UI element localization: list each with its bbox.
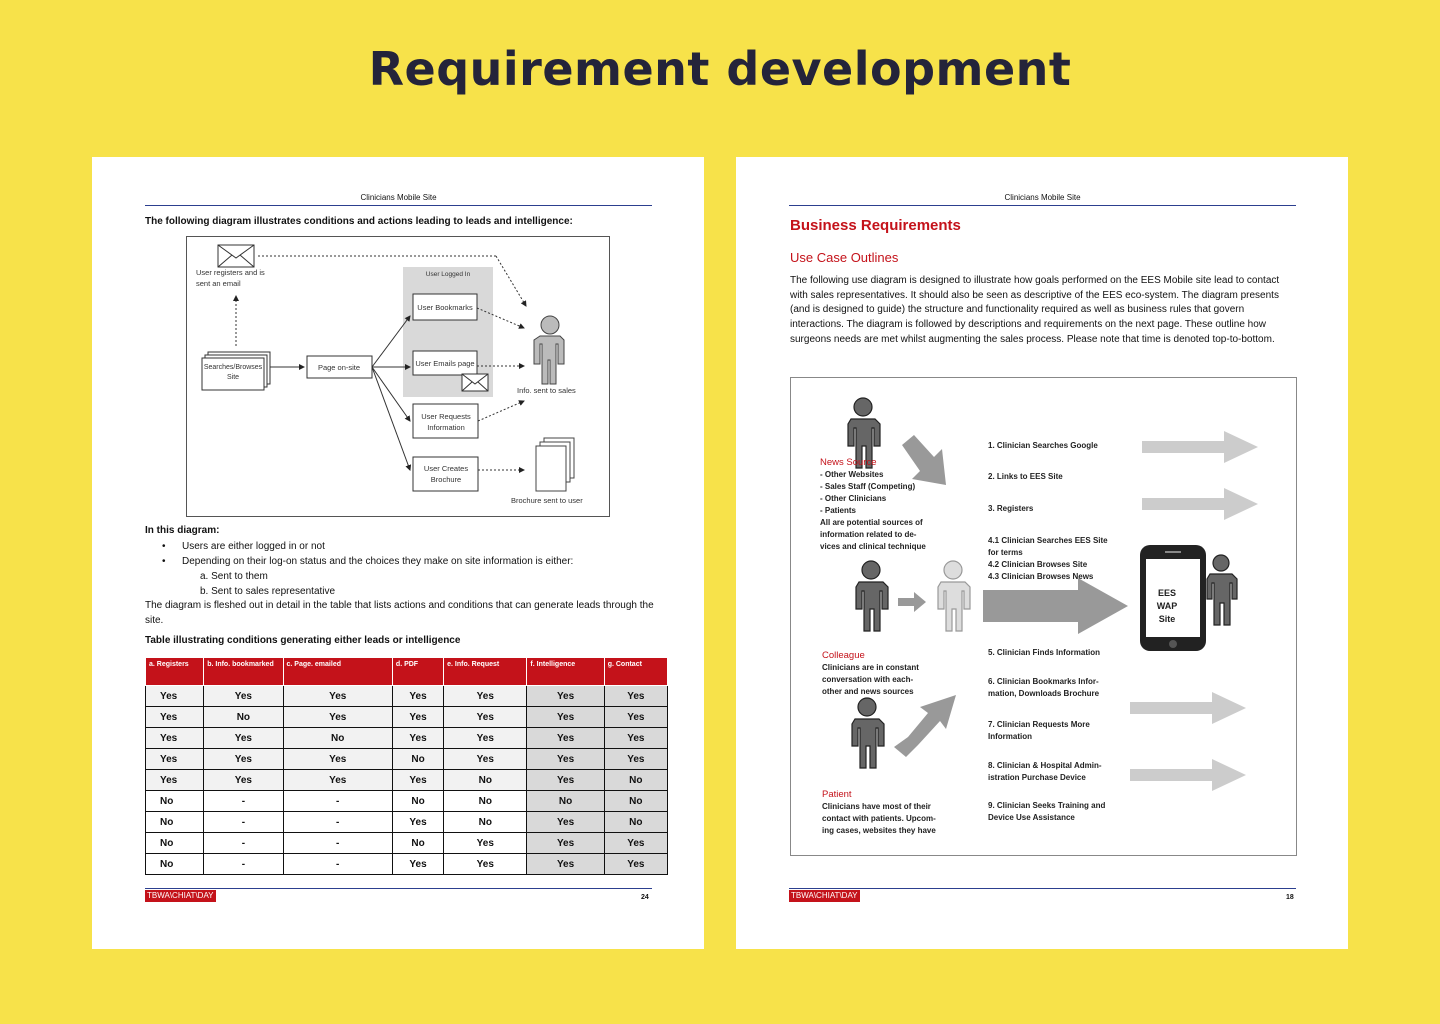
news-source-title: News Source: [820, 457, 877, 468]
table-cell: No: [204, 707, 283, 728]
table-cell: Yes: [392, 770, 443, 791]
table-cell: Yes: [146, 749, 204, 770]
table-cell: Yes: [604, 728, 667, 749]
page-number: 18: [1286, 894, 1294, 901]
table-header: a. Registers: [146, 658, 204, 686]
news-line: - Sales Staff (Competing): [820, 482, 916, 491]
svg-text:Site: Site: [226, 374, 240, 381]
in-this-diagram: In this diagram:: [145, 525, 220, 536]
phone-label: Site: [1158, 614, 1176, 624]
step-text: 9. Clinician Seeks Training and: [988, 801, 1106, 810]
svg-text:User Creates: User Creates: [423, 464, 469, 473]
table-cell: Yes: [527, 749, 604, 770]
user-emails-page-label: User Emails page: [415, 359, 475, 368]
table-cell: Yes: [527, 728, 604, 749]
table-cell: Yes: [444, 728, 527, 749]
table-cell: No: [283, 728, 392, 749]
table-cell: -: [204, 812, 283, 833]
table-cell: Yes: [283, 707, 392, 728]
patient-line: ing cases, websites they have: [822, 826, 936, 835]
leads-flow-diagram: [186, 236, 610, 517]
table-cell: Yes: [527, 833, 604, 854]
table-cell: Yes: [604, 707, 667, 728]
bullet-dot-2: •: [162, 556, 166, 567]
footer-logo: TBWA\CHIAT\DAY: [791, 891, 858, 900]
use-case-outlines-subheading: Use Case Outlines: [790, 250, 899, 265]
patient-title: Patient: [822, 789, 852, 800]
user-registers-line2: sent an email: [196, 279, 241, 288]
bullet-dot-1: •: [162, 541, 166, 552]
step-text: 4.3 Clinician Browses News: [988, 572, 1094, 581]
table-cell: Yes: [146, 770, 204, 791]
footer-logo: TBWA\CHIAT\DAY: [147, 891, 214, 900]
step-text: 1. Clinician Searches Google: [988, 441, 1098, 450]
table-cell: Yes: [527, 812, 604, 833]
table-header-row: [146, 658, 668, 686]
table-cell: No: [604, 770, 667, 791]
news-line: information related to de-: [820, 530, 917, 539]
svg-text:Information: Information: [427, 423, 465, 432]
table-header: c. Page. emailed: [283, 658, 392, 686]
table-cell: Yes: [444, 833, 527, 854]
table-row: [146, 728, 668, 749]
step-text: istration Purchase Device: [988, 773, 1086, 782]
table-cell: Yes: [146, 707, 204, 728]
page-header: Clinicians Mobile Site: [1004, 193, 1081, 202]
table-cell: No: [527, 791, 604, 812]
table-row: [146, 707, 668, 728]
table-cell: No: [604, 812, 667, 833]
table-cell: Yes: [204, 686, 283, 707]
table-cell: Yes: [392, 707, 443, 728]
step-text: mation, Downloads Brochure: [988, 689, 1100, 698]
page-on-site-label: Page on-site: [317, 363, 361, 372]
sub-item-a: a. Sent to them: [200, 571, 268, 582]
step-text: Device Use Assistance: [988, 813, 1075, 822]
table-cell: -: [283, 854, 392, 875]
news-line: - Patients: [820, 506, 857, 515]
table-cell: Yes: [604, 833, 667, 854]
table-cell: Yes: [444, 854, 527, 875]
table-cell: Yes: [146, 686, 204, 707]
footer-rule: [145, 888, 652, 889]
phone-label: WAP: [1156, 601, 1178, 611]
brochure-sent-label: Brochure sent to user: [511, 496, 583, 505]
phone-icon: [1140, 545, 1206, 651]
table-cell: Yes: [392, 686, 443, 707]
phone-label: EES: [1157, 588, 1177, 598]
sub-item-b: b. Sent to sales representative: [200, 586, 336, 597]
table-cell: Yes: [283, 686, 392, 707]
table-header: e. Info. Request: [444, 658, 527, 686]
table-title: Table illustrating conditions generating either leads or intelligence: [145, 635, 461, 646]
table-cell: Yes: [283, 770, 392, 791]
slide-title: Requirement development: [368, 42, 1072, 96]
business-requirements-heading: Business Requirements: [790, 217, 961, 234]
use-case-diagram: [790, 377, 1298, 857]
news-line: All are potential sources of: [820, 518, 923, 527]
table-cell: -: [283, 833, 392, 854]
table-cell: No: [392, 791, 443, 812]
colleague-line: conversation with each-: [822, 675, 914, 684]
page-number: 24: [641, 894, 649, 901]
table-cell: No: [604, 791, 667, 812]
table-cell: Yes: [527, 854, 604, 875]
table-header: g. Contact: [604, 658, 667, 686]
footer-rule: [789, 888, 1296, 889]
page-header: Clinicians Mobile Site: [360, 193, 437, 202]
table-cell: No: [392, 833, 443, 854]
use-case-paragraph: The following use diagram is designed to illustrate how goals performed on the EES Mobile site lead to contact with sales representatives. It should also be seen as descriptive of the EES eco-system. The diagram presents (and is designed to guide) the structure and functionality required as well as business rules that govern interactions. The diagram is followed by descriptions and requirements on the next page. These outline how surgeons needs are met whilst augmenting the sales process. Please note that time is denoted top-to-bottom.: [790, 275, 1280, 345]
colleague-title: Colleague: [822, 650, 865, 661]
table-row: [146, 812, 668, 833]
table-cell: Yes: [604, 749, 667, 770]
header-rule: [145, 205, 652, 206]
table-cell: Yes: [527, 686, 604, 707]
user-creates-box: [413, 457, 478, 491]
header-rule: [789, 205, 1296, 206]
table-cell: -: [283, 791, 392, 812]
colleague-line: other and news sources: [822, 687, 914, 696]
logged-in-label: User Logged In: [425, 271, 471, 278]
step-text: 3. Registers: [988, 504, 1034, 513]
table-cell: Yes: [204, 728, 283, 749]
svg-text:User Requests: User Requests: [421, 412, 471, 421]
table-row: [146, 833, 668, 854]
table-cell: Yes: [146, 728, 204, 749]
svg-text:Brochure: Brochure: [430, 475, 462, 484]
table-cell: Yes: [204, 770, 283, 791]
diagram-intro: The following diagram illustrates conditions and actions leading to leads and intelligence:: [145, 216, 573, 227]
table-row: [146, 686, 668, 707]
table-cell: Yes: [283, 749, 392, 770]
step-text: Information: [988, 732, 1032, 741]
conditions-table: [145, 657, 668, 875]
bullet-2: Depending on their log-on status and the choices they make on site information is either:: [182, 556, 574, 567]
patient-line: Clinicians have most of their: [822, 802, 931, 811]
envelope-small-icon: [462, 374, 488, 391]
table-cell: Yes: [392, 854, 443, 875]
table-cell: Yes: [444, 749, 527, 770]
step-text: 2. Links to EES Site: [988, 472, 1063, 481]
step-text: 8. Clinician & Hospital Admin-: [988, 761, 1102, 770]
news-line: - Other Websites: [820, 470, 884, 479]
envelope-icon: [218, 245, 254, 267]
table-cell: Yes: [604, 854, 667, 875]
table-cell: Yes: [527, 707, 604, 728]
user-requests-box: [413, 404, 478, 438]
table-header: f. Intelligence: [527, 658, 604, 686]
table-cell: No: [146, 812, 204, 833]
table-cell: Yes: [604, 686, 667, 707]
table-cell: -: [204, 854, 283, 875]
bullet-1: Users are either logged in or not: [182, 541, 325, 552]
table-header: d. PDF: [392, 658, 443, 686]
patient-line: contact with patients. Upcom-: [822, 814, 936, 823]
table-cell: No: [146, 791, 204, 812]
user-bookmarks-label: User Bookmarks: [417, 303, 473, 312]
news-line: vices and clinical technique: [820, 542, 926, 551]
table-cell: No: [146, 854, 204, 875]
table-header: b. Info. bookmarked: [204, 658, 283, 686]
table-cell: No: [444, 791, 527, 812]
table-cell: No: [392, 749, 443, 770]
colleague-line: Clinicians are in constant: [822, 663, 919, 672]
table-cell: Yes: [527, 770, 604, 791]
svg-text:Searches/Browses: Searches/Browses: [203, 364, 263, 371]
table-cell: Yes: [392, 812, 443, 833]
table-cell: -: [204, 791, 283, 812]
step-text: 4.2 Clinician Browses Site: [988, 560, 1088, 569]
table-row: [146, 749, 668, 770]
step-text: for terms: [988, 548, 1023, 557]
table-cell: No: [146, 833, 204, 854]
table-cell: -: [283, 812, 392, 833]
fleshed-paragraph: The diagram is fleshed out in detail in the table that lists actions and conditions that can generate leads through the site.: [145, 600, 654, 626]
table-cell: Yes: [392, 728, 443, 749]
table-row: [146, 770, 668, 791]
table-cell: No: [444, 812, 527, 833]
step-text: 4.1 Clinician Searches EES Site: [988, 536, 1108, 545]
user-registers-line1: User registers and is: [196, 268, 265, 277]
table-row: [146, 854, 668, 875]
table-cell: -: [204, 833, 283, 854]
table-cell: Yes: [444, 686, 527, 707]
news-line: - Other Clinicians: [820, 494, 887, 503]
table-cell: Yes: [204, 749, 283, 770]
step-text: 6. Clinician Bookmarks Infor-: [988, 677, 1099, 686]
table-cell: Yes: [444, 707, 527, 728]
searches-browses-box: [202, 352, 270, 390]
table-row: [146, 791, 668, 812]
info-sent-label: Info. sent to sales: [517, 386, 576, 395]
step-text: 7. Clinician Requests More: [988, 720, 1090, 729]
step-text: 5. Clinician Finds Information: [988, 648, 1101, 657]
table-cell: No: [444, 770, 527, 791]
